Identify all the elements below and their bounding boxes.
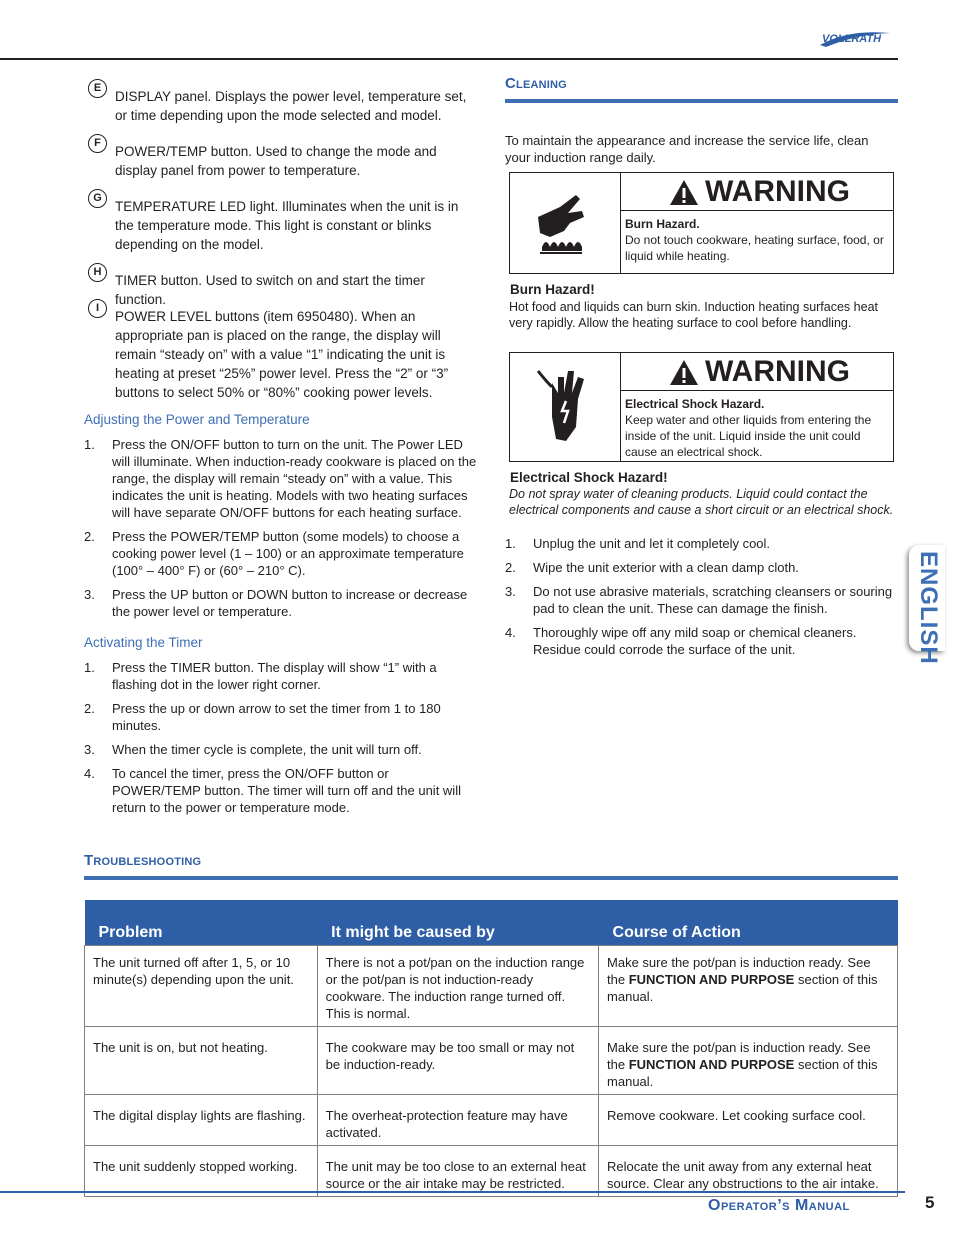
list-item	[84, 659, 479, 693]
list-item	[84, 700, 479, 734]
warning-label: Electrical Shock Hazard.	[625, 397, 765, 411]
warning-text: Keep water and other liquids from entering the inside of the unit. Liquid inside the unit could cause an electrical shock.	[625, 413, 872, 459]
warning-word: WARNING	[705, 355, 850, 388]
language-tab-english[interactable]	[909, 545, 945, 665]
callout-badge: F	[88, 134, 107, 153]
action-reference: FUNCTION AND PURPOSE	[628, 1057, 795, 1072]
action-cell	[599, 1146, 898, 1197]
action-text: Remove cookware. Let cooking surface cool.	[607, 1108, 866, 1123]
troubleshooting-table	[84, 900, 898, 1197]
problem-cell: The unit suddenly stopped working.	[85, 1146, 318, 1197]
shock-warning-box	[509, 352, 894, 462]
callout-text: DISPLAY panel. Displays the power level, temperature set, or time depending upon the mode selected and model.	[115, 89, 467, 123]
cleaning-rule	[505, 99, 898, 103]
burn-hazard-title: Burn Hazard!	[510, 282, 595, 297]
step-number: 2.	[505, 560, 516, 575]
troubleshooting-rule	[84, 876, 898, 880]
hand-burn-icon	[510, 173, 621, 273]
shock-hazard-title: Electrical Shock Hazard!	[510, 470, 668, 485]
logo-text: VOLLRATH	[822, 33, 882, 45]
step-text: To cancel the timer, press the ON/OFF button or POWER/TEMP button. The timer will turn off and the unit will return to the power or temperature mode.	[112, 766, 461, 815]
adjusting-steps	[84, 436, 479, 627]
cause-cell: The cookware may be too small or may not be induction-ready.	[317, 1027, 598, 1095]
callout-badge: G	[88, 189, 107, 208]
page-number: 5	[925, 1193, 935, 1212]
column-header-problem: Problem	[85, 900, 318, 946]
action-cell	[599, 946, 898, 1027]
callout-badge: H	[88, 263, 107, 282]
language-tab-label: ENGLISH	[915, 551, 942, 665]
list-item	[84, 765, 479, 816]
callout-badge: E	[88, 79, 107, 98]
burn-hazard-text: Hot food and liquids can burn skin. Induction heating surfaces heat very rapidly. Allow the heating surface to cool before handling.	[509, 300, 878, 330]
step-text: Press the up or down arrow to set the timer from 1 to 180 minutes.	[112, 701, 441, 733]
cause-cell: There is not a pot/pan on the induction range or the pot/pan is not induction-ready cookware. The induction range turned off. This is normal.	[317, 946, 598, 1027]
callout-text: POWER LEVEL buttons (item 6950480). When an appropriate pan is placed on the range, the display will remain “steady on” with a value “1” indicating the unit is heating at preset “25%” power level. Press the “2” or “3” buttons to select 50% or “80%” cooking power levels.	[115, 309, 449, 400]
step-text: When the timer cycle is complete, the unit will turn off.	[112, 742, 422, 757]
list-item	[84, 436, 479, 521]
table-row	[85, 946, 898, 1027]
warning-word: WARNING	[705, 175, 850, 208]
callout-badge: I	[88, 299, 107, 318]
header-rule	[0, 58, 898, 60]
list-item	[505, 559, 897, 576]
step-text: Press the UP button or DOWN button to increase or decrease the power level or temperature.	[112, 587, 468, 619]
action-text-end: section of this manual.	[607, 972, 878, 1004]
adjusting-heading: Adjusting the Power and Temperature	[84, 412, 310, 427]
list-item	[84, 741, 479, 758]
callout-text: TEMPERATURE LED light. Illuminates when the unit is in the temperature mode. This light is constant or blinks depending on the model.	[115, 199, 459, 252]
problem-cell: The unit turned off after 1, 5, or 10 minute(s) depending upon the unit.	[85, 946, 318, 1027]
cleaning-title: Cleaning	[505, 75, 567, 92]
warning-body	[625, 396, 889, 460]
step-text: Thoroughly wipe off any mild soap or chemical cleaners. Residue could corrode the surface of the unit.	[533, 625, 857, 657]
burn-warning-box	[509, 172, 894, 274]
cause-cell: The unit may be too close to an external heat source or the air intake may be restricted.	[317, 1146, 598, 1197]
action-cell	[599, 1095, 898, 1146]
action-reference: FUNCTION AND PURPOSE	[628, 972, 795, 987]
action-text: Make sure the pot/pan is induction ready. See the	[607, 955, 871, 987]
step-number: 1.	[505, 536, 516, 551]
warning-body	[625, 216, 889, 264]
table-row	[85, 1146, 898, 1197]
warning-text: Do not touch cookware, heating surface, food, or liquid while heating.	[625, 233, 884, 263]
problem-cell: The unit is on, but not heating.	[85, 1027, 318, 1095]
action-text-end: section of this manual.	[607, 1057, 878, 1089]
list-item	[84, 586, 479, 620]
column-header-action: Course of Action	[599, 900, 898, 946]
table-row	[85, 1027, 898, 1095]
callout-text: POWER/TEMP button. Used to change the mode and display panel from power to temperature.	[115, 144, 437, 178]
step-number: 4.	[84, 766, 95, 781]
step-number: 2.	[84, 701, 95, 716]
shock-hazard-text: Do not spray water of cleaning products. Liquid could contact the electrical components and cause a short circuit or an electrical shock.	[509, 487, 894, 517]
step-number: 4.	[505, 625, 516, 640]
step-number: 3.	[84, 587, 95, 602]
step-text: Press the ON/OFF button to turn on the unit. The Power LED will illuminate. When induction-ready cookware is placed on the range, the display will remain “steady on” with a value. This indicates the unit is heating. Models with two heating surfaces will have separate ON/OFF buttons for each heating surface.	[112, 437, 477, 520]
step-number: 3.	[84, 742, 95, 757]
warning-header	[621, 173, 893, 211]
footer-rule	[0, 1191, 905, 1193]
action-cell	[599, 1027, 898, 1095]
step-text: Unplug the unit and let it completely cool.	[533, 536, 771, 551]
warning-triangle-icon	[669, 179, 699, 206]
list-item	[505, 624, 897, 658]
step-text: Press the TIMER button. The display will show “1” with a flashing dot in the lower right corner.	[112, 660, 437, 692]
step-number: 3.	[505, 584, 516, 599]
step-number: 1.	[84, 660, 95, 675]
step-number: 1.	[84, 437, 95, 452]
problem-cell: The digital display lights are flashing.	[85, 1095, 318, 1146]
action-text: Relocate the unit away from any external heat source. Clear any obstructions to the air intake.	[607, 1159, 879, 1191]
warning-label: Burn Hazard.	[625, 217, 700, 231]
warning-header	[621, 353, 893, 391]
timer-steps	[84, 659, 479, 823]
list-item	[84, 528, 479, 579]
step-text: Press the POWER/TEMP button (some models) to choose a cooking power level (1 – 100) or an approximate temperature (100° – 400° F) or (60° – 210° C).	[112, 529, 464, 578]
electrical-shock-icon	[510, 353, 621, 461]
list-item	[505, 535, 897, 552]
troubleshooting-title: Troubleshooting	[84, 852, 202, 869]
table-header-row	[85, 900, 898, 946]
cleaning-intro: To maintain the appearance and increase the service life, clean your induction range daily.	[505, 133, 869, 165]
footer-manual-label: Operator’s Manual	[708, 1197, 850, 1214]
list-item	[505, 583, 897, 617]
warning-triangle-icon	[669, 359, 699, 386]
table-row	[85, 1095, 898, 1146]
vollrath-logo	[818, 25, 892, 51]
callout-text: TIMER button. Used to switch on and start the timer function.	[115, 273, 425, 307]
cause-cell: The overheat-protection feature may have activated.	[317, 1095, 598, 1146]
step-text: Do not use abrasive materials, scratching cleansers or souring pad to clean the unit. These can damage the finish.	[533, 584, 893, 616]
column-header-cause: It might be caused by	[317, 900, 598, 946]
action-text: Make sure the pot/pan is induction ready. See the	[607, 1040, 871, 1072]
timer-heading: Activating the Timer	[84, 635, 203, 650]
cleaning-steps	[505, 535, 897, 665]
step-number: 2.	[84, 529, 95, 544]
step-text: Wipe the unit exterior with a clean damp cloth.	[533, 560, 799, 575]
